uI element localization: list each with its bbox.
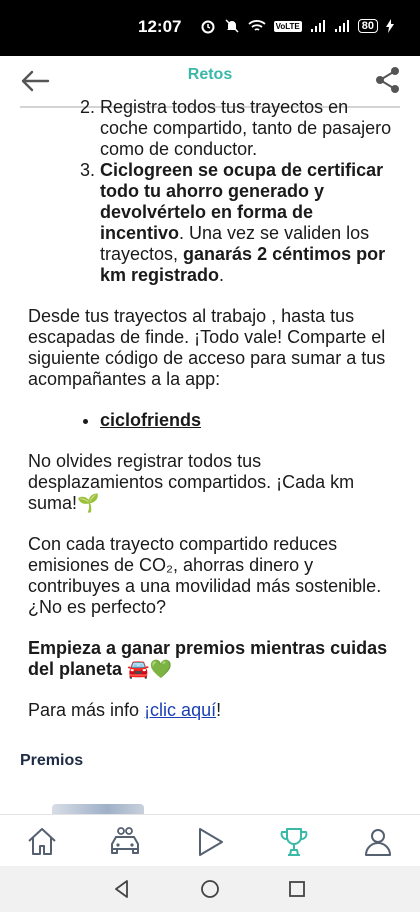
green-heart-emoji-icon: 💚 <box>149 659 172 679</box>
system-back-icon[interactable] <box>111 878 133 900</box>
signal-icon-2 <box>334 19 350 33</box>
access-code-list <box>0 410 420 431</box>
steps-list <box>0 97 420 286</box>
reminder-paragraph: No olvides registrar todos tus desplazamientos compartidos. ¡Cada km suma!🌱 <box>28 451 355 513</box>
sprout-emoji-icon: 🌱 <box>77 493 100 513</box>
page-title: Retos <box>187 66 233 83</box>
access-code-link[interactable]: ciclofriends <box>100 410 202 430</box>
status-icons <box>200 18 394 34</box>
signal-icon <box>310 19 326 33</box>
play-icon[interactable] <box>193 825 227 859</box>
intro-paragraph: Desde tus trayectos al trabajo , hasta tus escapadas de finde. ¡Todo vale! Comparte el siguiente código de acceso para sumar a tus acompañantes a la app: <box>28 306 386 389</box>
share-icon[interactable] <box>372 64 404 96</box>
benefits-paragraph: Con cada trayecto compartido reduces emisiones de CO₂, ahorras dinero y contribuyes a una movilidad más sostenible. ¿No es perfecto? <box>28 534 382 617</box>
battery-level: 80 <box>358 19 378 33</box>
access-code-item <box>100 410 420 431</box>
system-recents-icon[interactable] <box>286 878 308 900</box>
more-info-paragraph: Para más info ¡clic aquí! <box>28 700 222 720</box>
premios-heading: Premios <box>20 752 84 769</box>
cta-paragraph: Empieza a ganar premios mientras cuidas del planeta 🚘💚 <box>28 638 388 679</box>
challenge-content[interactable] <box>0 97 420 814</box>
more-info-link[interactable]: ¡clic aquí <box>144 700 217 720</box>
wifi-icon <box>248 19 266 33</box>
alarm-icon <box>200 18 216 34</box>
system-nav-bar <box>0 866 420 912</box>
carpool-car-icon[interactable] <box>108 825 142 859</box>
step-2: 2. Registra todos tus trayectos en coche compartido, tanto de pasajero como de conductor. <box>100 97 400 160</box>
status-time: 12:07 <box>138 17 182 36</box>
volte-icon: VoLTE <box>275 21 300 31</box>
home-icon[interactable] <box>25 825 59 859</box>
car-emoji-icon: 🚘 <box>127 659 150 679</box>
profile-icon[interactable] <box>361 825 395 859</box>
step-3: 3. Ciclogreen se ocupa de certificar todo tu ahorro generado y devolvértelo en forma de incentivo. Una vez se validen los trayectos, ganarás 2 céntimos por km registrado. <box>100 160 400 286</box>
mute-bell-icon <box>224 18 240 34</box>
bottom-nav <box>0 814 420 867</box>
charging-icon <box>386 19 394 33</box>
system-home-icon[interactable] <box>199 878 221 900</box>
status-bar <box>0 0 420 56</box>
trophy-icon[interactable] <box>277 825 311 859</box>
